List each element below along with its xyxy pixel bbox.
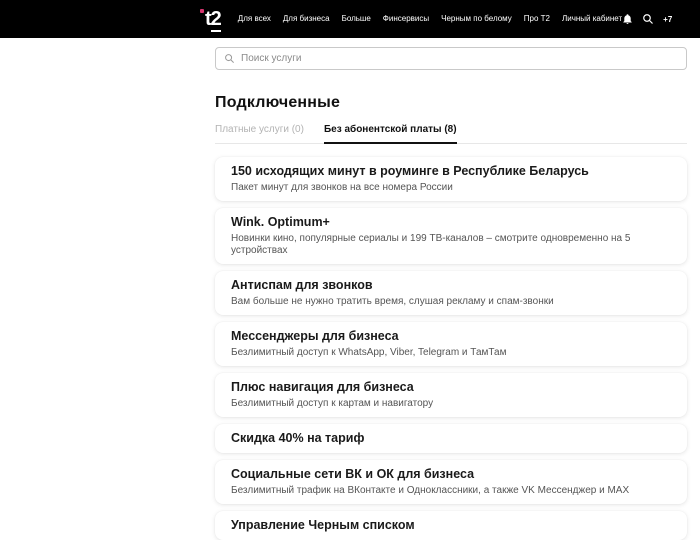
nav-item-finservices[interactable]: Финсервисы (382, 14, 430, 23)
services-tabs (215, 124, 687, 144)
service-card-tariff-discount[interactable] (215, 424, 687, 453)
services-list (215, 157, 687, 540)
logo-dot-icon (200, 9, 204, 13)
nav-item-black-on-white[interactable]: Черным по белому (441, 14, 512, 23)
service-title: Скидка 40% на тариф (231, 431, 365, 445)
service-card-messengers[interactable] (215, 322, 687, 366)
service-title: Антиспам для звонков (231, 278, 373, 292)
service-card-blacklist[interactable] (215, 511, 687, 540)
phone-prefix[interactable]: +7 (663, 14, 673, 24)
service-card-navigation[interactable] (215, 373, 687, 417)
service-title: 150 исходящих минут в роуминге в Республике Беларусь (231, 164, 589, 178)
bell-icon[interactable] (622, 13, 633, 25)
top-header (0, 0, 700, 38)
tab-paid-services[interactable]: Платные услуги (0) (215, 124, 304, 135)
header-icons (622, 12, 700, 26)
service-subtitle: Безлимитный трафик на ВКонтакте и Одноклассники, а также VK Мессенджер и MAX (231, 485, 630, 496)
logo-t: t (205, 8, 211, 30)
page-title: Подключенные (215, 94, 341, 111)
service-subtitle: Вам больше не нужно тратить время, слушая рекламу и спам-звонки (231, 296, 554, 307)
tab-no-subscription-fee[interactable]: Без абонентской платы (8) (324, 124, 457, 144)
service-title: Управление Черным списком (231, 518, 415, 532)
nav-item-about-t2[interactable]: Про Т2 (523, 14, 550, 23)
service-title: Мессенджеры для бизнеса (231, 329, 399, 343)
nav-item-for-all[interactable]: Для всех (237, 14, 271, 23)
nav-item-more[interactable]: Больше (341, 14, 371, 23)
nav-item-for-business[interactable]: Для бизнеса (282, 14, 330, 23)
service-card-antispam[interactable] (215, 271, 687, 315)
service-card-social-networks[interactable] (215, 460, 687, 504)
service-search-box[interactable] (215, 47, 687, 70)
service-subtitle: Безлимитный доступ к картам и навигатору (231, 398, 434, 409)
service-title: Плюс навигация для бизнеса (231, 380, 414, 394)
service-title: Социальные сети ВК и ОК для бизнеса (231, 467, 475, 481)
logo-two: 2 (210, 8, 221, 30)
main-nav (238, 15, 622, 23)
service-subtitle: Безлимитный доступ к WhatsApp, Viber, Telegram и ТамТам (231, 347, 507, 358)
service-subtitle: Пакет минут для звонков на все номера России (231, 182, 453, 193)
t2-logo[interactable] (205, 9, 221, 29)
content-column (215, 47, 687, 540)
search-icon (224, 53, 235, 64)
search-input[interactable] (241, 53, 678, 64)
service-card-roaming-belarus[interactable] (215, 157, 687, 201)
nav-item-personal-account[interactable]: Личный кабинет (561, 14, 623, 23)
service-card-wink-optimum[interactable] (215, 208, 687, 264)
header-search-icon[interactable] (642, 13, 654, 25)
service-subtitle: Новинки кино, популярные сериалы и 199 ТВ-каналов – смотрите одновременно на 5 устройствах (231, 233, 631, 256)
service-title: Wink. Optimum+ (231, 215, 330, 229)
